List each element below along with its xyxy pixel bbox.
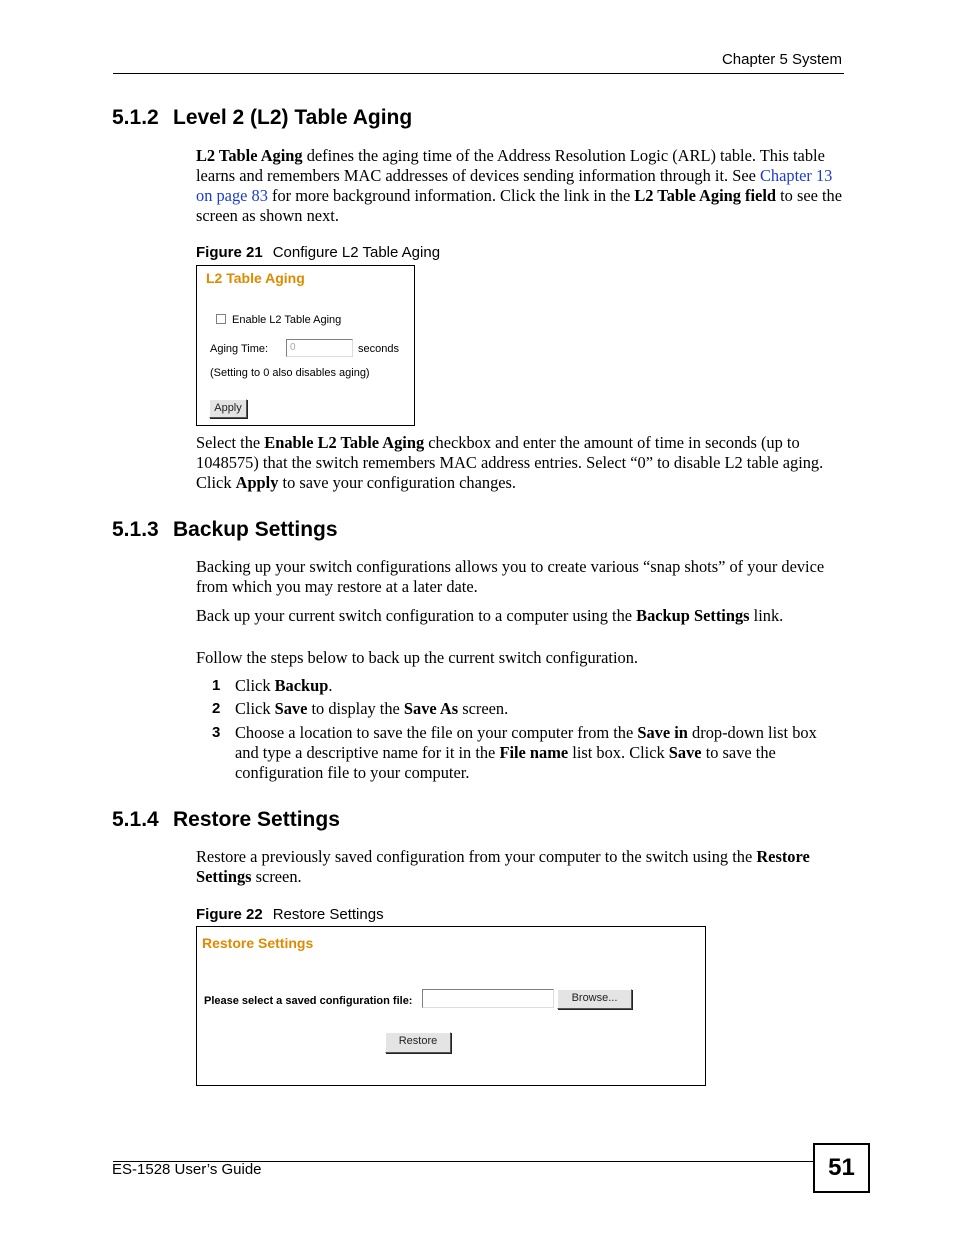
text-run: link.	[749, 606, 784, 625]
bold-term: File name	[499, 743, 569, 762]
text-run: Back up your current switch configuration to a computer using the	[196, 606, 637, 625]
text-run: Click	[235, 699, 275, 718]
text-run: to display the	[307, 699, 404, 718]
bold-term: Apply	[235, 473, 279, 492]
figure-number: Figure 21	[196, 244, 263, 261]
bold-term: Backup	[274, 676, 329, 695]
text-run: Restore a previously saved configuration from your computer to the switch using the	[196, 847, 757, 866]
panel-title: Restore Settings	[202, 935, 314, 951]
text-run: checkbox and enter the amount of time in seconds (up to 1048575) that the switch remembers MAC address entries. Select “0” to disable L2 table aging. Click	[196, 433, 824, 492]
text-run: .	[328, 676, 333, 695]
bold-term: L2 Table Aging	[196, 146, 303, 165]
bold-term: Backup Settings	[636, 606, 750, 625]
chapter-13-link[interactable]: Chapter 13 on page 83	[196, 166, 833, 205]
l2-intro-paragraph	[196, 146, 844, 226]
text-run: to see the screen as shown next.	[196, 186, 842, 225]
header-rule	[113, 73, 844, 74]
aging-time-label: Aging Time:	[210, 343, 269, 355]
restore-button[interactable]: Restore	[385, 1032, 451, 1053]
bold-term: Save As	[403, 699, 459, 718]
text-run: Click	[235, 676, 275, 695]
section-title: Level 2 (L2) Table Aging	[173, 106, 413, 129]
bold-term: Save	[274, 699, 308, 718]
step-text	[235, 676, 844, 696]
text-run: Select the	[196, 433, 265, 452]
figure-21-caption	[196, 244, 440, 261]
text-run: to save the configuration file to your computer.	[235, 743, 776, 782]
backup-paragraph-1: Backing up your switch configurations allows you to create various “snap shots” of your device from which you may restore at a later date.	[196, 557, 825, 596]
text-run: screen.	[251, 867, 302, 886]
backup-paragraph-2	[196, 606, 844, 626]
section-title: Backup Settings	[173, 518, 338, 541]
enable-l2-aging-checkbox[interactable]	[216, 314, 226, 324]
footer-guide-title: ES-1528 User’s Guide	[112, 1161, 262, 1178]
bold-term: L2 Table Aging field	[634, 186, 776, 205]
figure-22-caption	[196, 906, 384, 923]
backup-step-2	[212, 699, 844, 719]
checkbox-label: Enable L2 Table Aging	[232, 314, 342, 326]
browse-button[interactable]: Browse...	[557, 989, 632, 1009]
l2-table-aging-panel	[196, 265, 415, 426]
section-number: 5.1.4	[112, 808, 159, 831]
page-number: 51	[813, 1143, 870, 1193]
text-run: list box. Click	[568, 743, 669, 762]
text-run: drop-down list box and type a descriptive name for it in the	[235, 723, 817, 762]
config-file-input[interactable]	[422, 989, 554, 1008]
step-text	[235, 699, 844, 719]
section-title: Restore Settings	[173, 808, 340, 831]
l2-instructions-paragraph	[196, 433, 844, 493]
restore-paragraph	[196, 847, 844, 887]
figure-title: Configure L2 Table Aging	[272, 244, 441, 261]
aging-note: (Setting to 0 also disables aging)	[210, 367, 370, 379]
backup-step-3	[212, 723, 844, 783]
step-number: 1	[212, 677, 221, 694]
bold-term: Enable L2 Table Aging	[264, 433, 425, 452]
bold-term: Restore Settings	[196, 847, 810, 886]
backup-step-1	[212, 676, 844, 696]
aging-time-input[interactable]: 0	[286, 339, 353, 357]
text-run: to save your configuration changes.	[278, 473, 517, 492]
seconds-unit-label: seconds	[358, 343, 399, 355]
section-number: 5.1.2	[112, 106, 159, 129]
text-run: defines the aging time of the Address Resolution Logic (ARL) table. This table learns and remembers MAC addresses of devices sending information through it. See	[196, 146, 825, 185]
apply-button[interactable]: Apply	[209, 399, 247, 418]
panel-title: L2 Table Aging	[206, 270, 305, 286]
running-header-chapter: Chapter 5 System	[721, 51, 842, 68]
text-run: Choose a location to save the file on your computer from the	[235, 723, 638, 742]
file-select-label: Please select a saved configuration file:	[204, 995, 413, 1007]
restore-settings-panel	[196, 926, 706, 1086]
bold-term: Save in	[637, 723, 688, 742]
step-number: 2	[212, 700, 221, 717]
figure-number: Figure 22	[196, 906, 263, 923]
bold-term: Save	[668, 743, 702, 762]
backup-paragraph-3: Follow the steps below to back up the current switch configuration.	[196, 648, 638, 667]
step-number: 3	[212, 724, 221, 741]
section-heading-backup-settings	[112, 518, 338, 542]
section-heading-l2-table-aging	[112, 106, 412, 130]
step-text	[235, 723, 844, 783]
section-heading-restore-settings	[112, 808, 340, 832]
text-run: screen.	[458, 699, 509, 718]
text-run: for more background information. Click the link in the	[267, 186, 635, 205]
figure-title: Restore Settings	[272, 906, 384, 923]
section-number: 5.1.3	[112, 518, 159, 541]
